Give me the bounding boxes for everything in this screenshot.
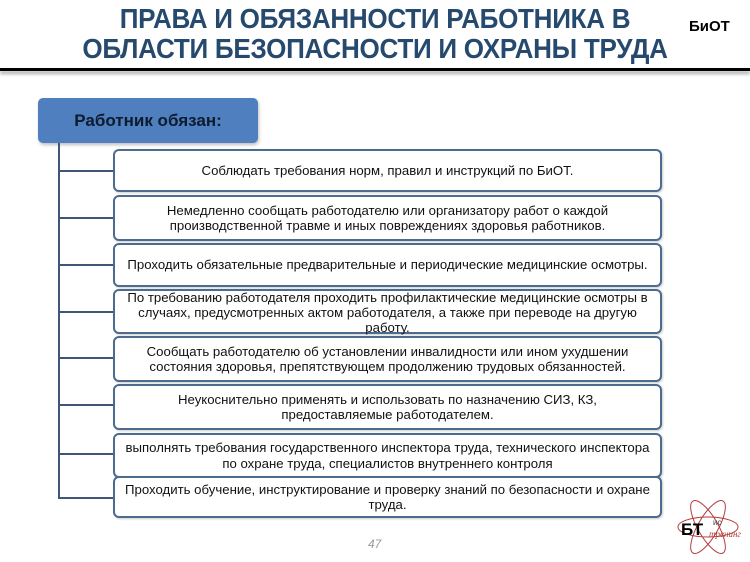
connector-branch xyxy=(58,497,114,499)
duty-text: Соблюдать требования норм, правил и инструкций по БиОТ. xyxy=(201,162,574,178)
duty-text: выполнять требования государственного инспектора труда, технического инспектора по охране труда, специалистов внутреннего контроля xyxy=(125,440,650,471)
duty-item xyxy=(113,243,662,287)
duty-text: Сообщать работодателю об установлении инвалидности или ином ухудшении состояния здоровья, препятствующем продолжению трудовых обязанностей. xyxy=(146,343,629,374)
connector-branch xyxy=(58,217,114,219)
atom-icon xyxy=(673,497,743,557)
company-logo xyxy=(673,497,743,557)
header-box xyxy=(38,98,258,143)
connector-branch xyxy=(58,264,114,266)
title-divider xyxy=(0,68,750,71)
connector-branch xyxy=(58,311,114,313)
duty-item xyxy=(113,336,662,382)
title-line-1: ПРАВА И ОБЯЗАННОСТИ РАБОТНИКА В xyxy=(119,3,631,34)
duty-item xyxy=(113,289,662,334)
page-number: 47 xyxy=(368,537,382,551)
svg-text:ис: ис xyxy=(713,518,722,527)
connector-branch xyxy=(58,453,114,455)
duty-item xyxy=(113,433,662,478)
duty-item xyxy=(113,384,662,430)
duty-text: Неукоснительно применять и использовать по назначению СИЗ, КЗ, предоставляемые работодателем. xyxy=(178,391,597,422)
duty-text: Немедленно сообщать работодателю или организатору работ о каждой производственной травме и иных повреждениях здоровья работников. xyxy=(166,202,609,233)
duty-item xyxy=(113,476,662,518)
connector-branch xyxy=(58,357,114,359)
duty-text: Проходить обязательные предварительные и периодические медицинские осмотры. xyxy=(127,257,648,273)
corner-tag: БиОТ xyxy=(689,18,730,35)
title-line-2: ОБЛАСТИ БЕЗОПАСНОСТИ И ОХРАНЫ ТРУДА xyxy=(82,33,668,64)
duty-text: По требованию работодателя проходить профилактические медицинские осмотры в случаях, предусмотренных актом работодателя, а также при переводе на другую работу. xyxy=(127,290,648,335)
connector-branch xyxy=(58,170,114,172)
duty-text: Проходить обучение, инструктирование и проверку знаний по безопасности и охране труда. xyxy=(125,481,650,512)
connector-trunk xyxy=(58,143,60,499)
header-label: Работник обязан: xyxy=(74,110,222,130)
connector-branch xyxy=(58,404,114,406)
svg-text:тренинг: тренинг xyxy=(709,529,741,539)
svg-text:БТ: БТ xyxy=(681,520,704,539)
slide-title xyxy=(26,0,724,70)
duty-item xyxy=(113,195,662,241)
duty-item xyxy=(113,149,662,192)
